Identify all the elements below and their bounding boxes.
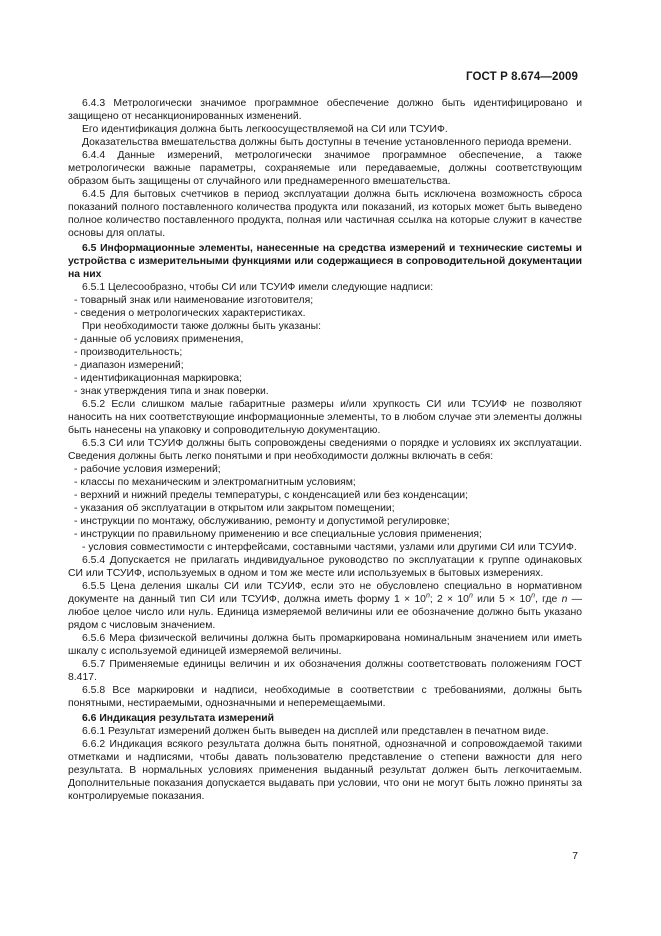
variable-n: n	[561, 594, 568, 605]
list-item: - классы по механическим и электромагнитным условиям;	[74, 477, 356, 488]
list-item: - указания об эксплуатации в открытом или закрытом помещении;	[74, 503, 395, 514]
list-item: - рабочие условия измерений;	[74, 464, 221, 475]
paragraph-6-4-5: 6.4.5 Для бытовых счетчиков в период эксплуатации должна быть исключена возможность сброса показаний полного поставленного количества продукта или показаний, из которых может быть выведено полное количество поставленного продукта, полная или частичная ссылка на которые служит в качестве основы для оплаты.	[68, 189, 582, 239]
section-heading-6-6: 6.6 Индикация результата измерений	[82, 713, 275, 724]
text-6-5-5-part: или 5 × 10	[472, 594, 532, 605]
paragraph-6-5-1: 6.5.1 Целесообразно, чтобы СИ или ТСУИФ имели следующие надписи:	[82, 282, 434, 293]
paragraph-6-6-2: 6.6.2 Индикация всякого результата должна быть понятной, однозначной и сопровождаемой такими отметками и надписями, чтобы давать пользователю представление о степени важности для него результата. В нормальных условиях применения выданный результат должен быть легкочитаемым. Дополнительные показания допускается выдавать при условии, что они не могут быть ложно приняты за контролируемые показания.	[68, 739, 582, 802]
list-item-compatibility: - условия совместимости с интерфейсами, составными частями, узлами или другими СИ или ТСУИФ.	[82, 542, 577, 553]
list-item: - товарный знак или наименование изготовителя;	[74, 295, 314, 306]
exponent: n	[468, 592, 473, 600]
paragraph-6-4-3-evidence: Доказательства вмешательства должны быть доступны в течение установленного периода времени.	[82, 137, 572, 148]
document-body	[68, 97, 582, 803]
paragraph-6-5-8: 6.5.8 Все маркировки и надписи, необходимые в соответствии с требованиями, должны быть понятными, нестираемыми, однозначными и неперемещаемыми.	[68, 685, 582, 709]
exponent: n	[531, 592, 535, 600]
paragraph-6-6-1: 6.6.1 Результат измерений должен быть выведен на дисплей или представлен в печатном виде.	[82, 726, 549, 737]
list-item: - инструкции по правильному применению и все специальные условия применения;	[74, 529, 482, 540]
paragraph-6-4-4: 6.4.4 Данные измерений, метрологически значимое программное обеспечение, а также метрологически важные параметры, сохраняемые или передаваемые, должны соответствующим образом быть защищены от случайного или преднамеренного вмешательства.	[68, 150, 582, 187]
paragraph-6-5-5	[68, 580, 582, 632]
paragraph-6-5-2: 6.5.2 Если слишком малые габаритные размеры и/или хрупкость СИ или ТСУИФ не позволяют наносить на них соответствующие информационные элементы, то в любом случае эти элементы должны быть нанесены на упаковку и сопроводительную документацию.	[68, 399, 582, 436]
paragraph-6-4-3-identification: Его идентификация должна быть легкоосуществляемой на СИ или ТСУИФ.	[82, 124, 448, 135]
list-item: - данные об условиях применения,	[74, 334, 244, 345]
paragraph-6-5-6: 6.5.6 Мера физической величины должна быть промаркирована номинальным значением или иметь шкалу с используемой единицей измеряемой величины.	[68, 633, 582, 657]
paragraph-6-5-7: 6.5.7 Применяемые единицы величин и их обозначения должны соответствовать положениям ГОСТ 8.417.	[68, 659, 582, 683]
list-item: - инструкции по монтажу, обслуживанию, ремонту и допустимой регулировке;	[74, 516, 450, 527]
text-6-5-5-part: ; 2 × 10	[429, 594, 469, 605]
list-item: - производительность;	[74, 347, 183, 358]
paragraph-6-5-1-additional: При необходимости также должны быть указаны:	[82, 321, 321, 332]
document-header: ГОСТ Р 8.674—2009	[466, 71, 578, 83]
paragraph-6-4-3: 6.4.3 Метрологически значимое программное обеспечение должно быть идентифицировано и защищено от несанкционированных изменений.	[68, 98, 582, 122]
list-item: - знак утверждения типа и знак поверки.	[74, 386, 269, 397]
text-6-5-5-end: — любое целое число или нуль. Единица измеряемой величины или ее обозначение должно быть указано рядом с числовым значением.	[68, 594, 583, 631]
text-6-5-5-start: 6.5.5 Цена деления шкалы СИ или ТСУИФ, если это не обусловлено специально в нормативном документе на данный тип СИ или ТСУИФ, должна иметь форму 1 × 10	[68, 581, 582, 605]
list-item: - диапазон измерений;	[74, 360, 184, 371]
list-item: - идентификационная маркировка;	[74, 373, 243, 384]
paragraph-6-5-4: 6.5.4 Допускается не прилагать индивидуальное руководство по эксплуатации к группе одинаковых СИ или ТСУИФ, используемых в одном и том же месте или используемых в бытовых измерениях.	[68, 555, 582, 579]
section-heading-6-5: 6.5 Информационные элементы, нанесенные на средства измерений и технические системы и устройства с измерительными функциями или содержащиеся в сопроводительной документации на них	[68, 243, 582, 280]
text-6-5-5-part: , где	[534, 594, 562, 605]
list-item: - верхний и нижний пределы температуры, с конденсацией или без конденсации;	[74, 490, 468, 501]
exponent: n	[425, 592, 430, 600]
page-number: 7	[572, 851, 578, 862]
list-item: - сведения о метрологических характеристиках.	[74, 308, 306, 319]
paragraph-6-5-3: 6.5.3 СИ или ТСУИФ должны быть сопровождены сведениями о порядке и условиях их эксплуатации. Сведения должны быть легко понятыми и при необходимости должны включать в себя:	[68, 438, 582, 462]
